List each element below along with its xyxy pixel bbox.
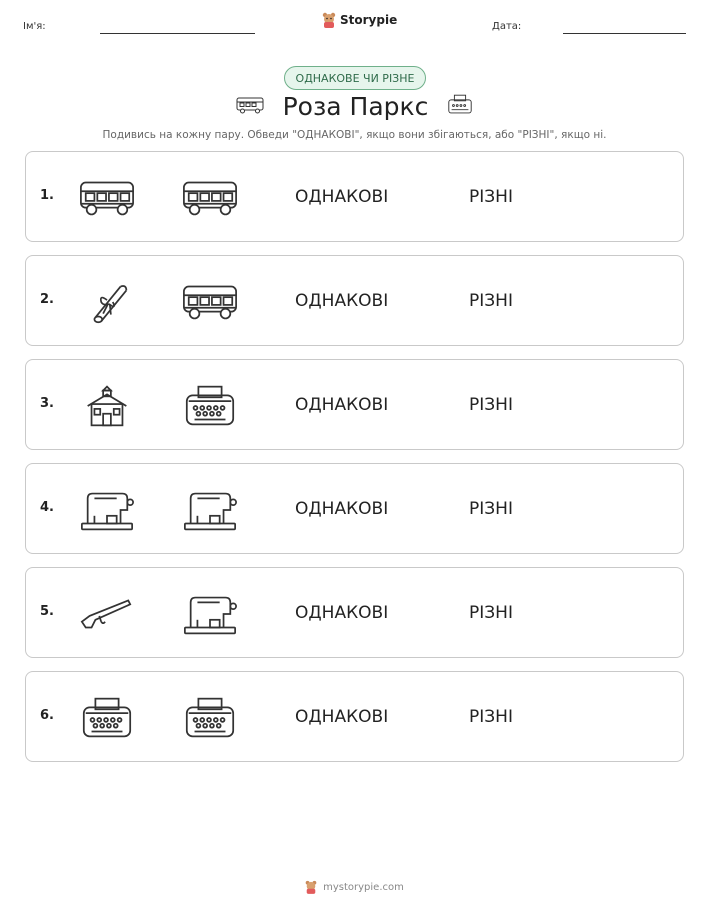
question-card	[25, 567, 684, 658]
question-card	[25, 151, 684, 242]
question-number: 6.	[40, 708, 54, 723]
question-number: 1.	[40, 188, 54, 203]
option-same[interactable]: ОДНАКОВІ	[295, 499, 389, 519]
bus-icon	[181, 176, 239, 220]
question-number: 5.	[40, 604, 54, 619]
instructions: Подивись на кожну пару. Обведи "ОДНАКОВІ", якщо вони збігаються, або "РІЗНІ", якщо ні.	[102, 129, 607, 141]
typewriter-icon	[181, 384, 239, 428]
diploma-icon	[78, 280, 136, 324]
page-title: Роза Паркс	[282, 92, 429, 121]
bear-icon	[305, 880, 317, 894]
schoolhouse-icon	[78, 384, 136, 428]
typewriter-icon	[446, 93, 474, 121]
question-card	[25, 463, 684, 554]
question-number: 3.	[40, 396, 54, 411]
bus-icon	[78, 176, 136, 220]
date-field-line[interactable]	[563, 33, 686, 34]
footer	[0, 880, 709, 894]
name-field-line[interactable]	[100, 33, 255, 34]
sewing-machine-icon	[181, 488, 239, 532]
brand-logo	[322, 12, 397, 28]
bear-icon	[322, 12, 336, 28]
sewing-machine-icon	[78, 488, 136, 532]
sewing-machine-icon	[181, 592, 239, 636]
title-row	[0, 92, 709, 121]
worksheet-type-badge: ОДНАКОВЕ ЧИ РІЗНЕ	[284, 66, 426, 90]
option-same[interactable]: ОДНАКОВІ	[295, 291, 389, 311]
question-card	[25, 255, 684, 346]
question-number: 2.	[40, 292, 54, 307]
rifle-icon	[78, 592, 136, 636]
typewriter-icon	[181, 696, 239, 740]
option-different[interactable]: РІЗНІ	[469, 187, 513, 207]
typewriter-icon	[78, 696, 136, 740]
option-different[interactable]: РІЗНІ	[469, 707, 513, 727]
question-number: 4.	[40, 500, 54, 515]
question-card	[25, 671, 684, 762]
brand-name: Storypie	[340, 13, 398, 27]
option-same[interactable]: ОДНАКОВІ	[295, 395, 389, 415]
name-label: Ім'я:	[23, 21, 46, 32]
option-different[interactable]: РІЗНІ	[469, 395, 513, 415]
footer-url: mystorypie.com	[323, 881, 404, 893]
date-label: Дата:	[492, 21, 522, 32]
option-same[interactable]: ОДНАКОВІ	[295, 187, 389, 207]
option-same[interactable]: ОДНАКОВІ	[295, 707, 389, 727]
option-different[interactable]: РІЗНІ	[469, 499, 513, 519]
question-card	[25, 359, 684, 450]
option-different[interactable]: РІЗНІ	[469, 603, 513, 623]
option-different[interactable]: РІЗНІ	[469, 291, 513, 311]
bus-icon	[235, 95, 265, 119]
bus-icon	[181, 280, 239, 324]
option-same[interactable]: ОДНАКОВІ	[295, 603, 389, 623]
